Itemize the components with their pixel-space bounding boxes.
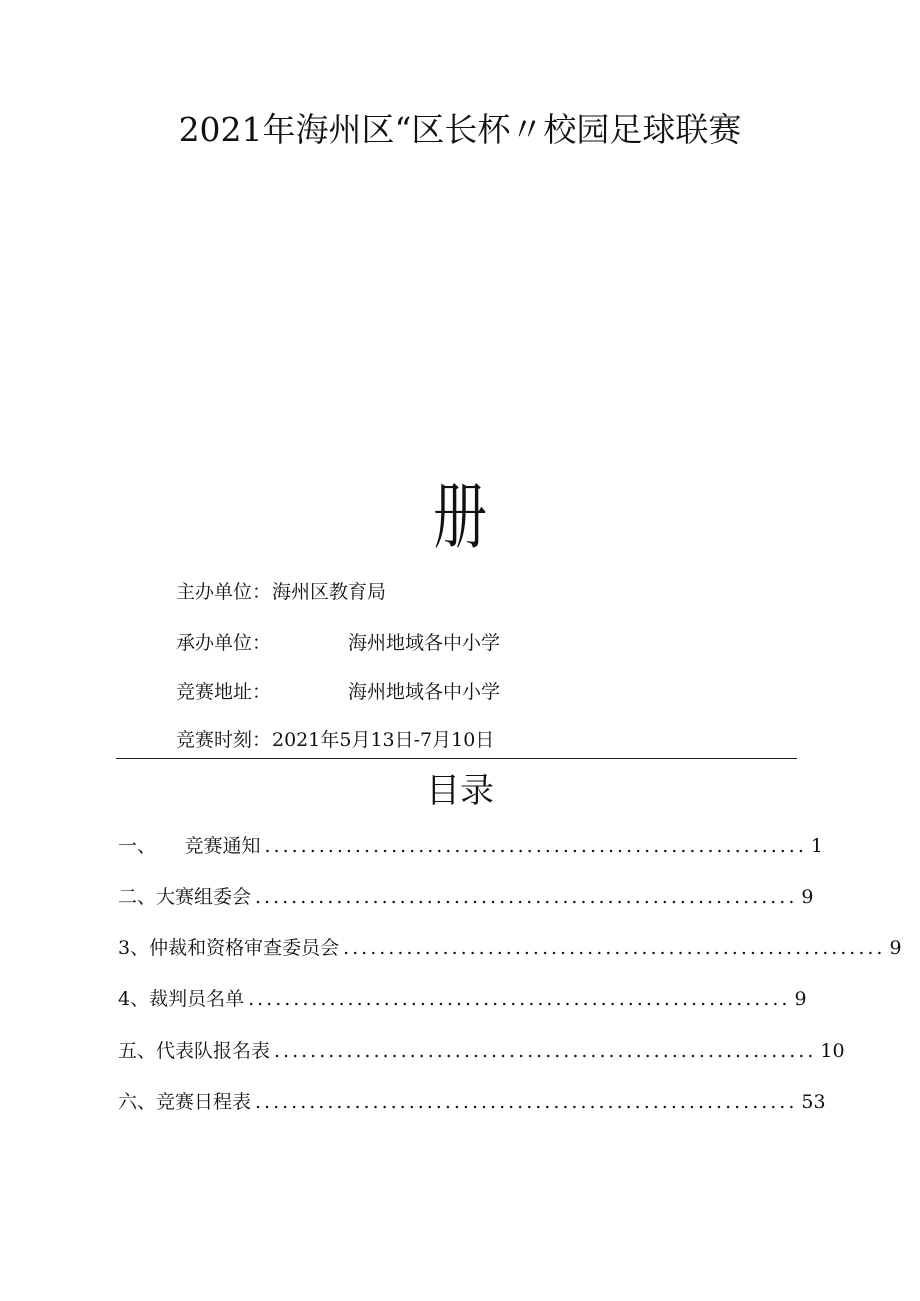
toc-title: 目录 xyxy=(426,771,494,811)
info-value: 海州地域各中小学 xyxy=(348,632,501,654)
info-row-time xyxy=(176,726,495,754)
toc-entry[interactable] xyxy=(118,831,823,861)
toc-entry[interactable] xyxy=(118,882,814,912)
toc-leader: ............................................................ xyxy=(255,1091,798,1113)
toc-entry[interactable] xyxy=(118,1036,845,1066)
info-row-organizer xyxy=(176,578,387,606)
toc-entry[interactable] xyxy=(118,933,902,963)
toc-entry-text: 3、仲裁和资格审查委员会 xyxy=(118,937,340,959)
toc-leader: ............................................................ xyxy=(343,937,886,959)
toc-entry[interactable] xyxy=(118,1087,826,1117)
section-divider xyxy=(116,758,797,759)
toc-entry-text: 一、 竞赛通知 xyxy=(118,835,261,857)
info-value: 海州区教育局 xyxy=(272,581,387,603)
toc-entry-page: 1 xyxy=(810,835,823,857)
toc-entry-page: 53 xyxy=(801,1091,826,1113)
toc-entry-text: 六、竞赛日程表 xyxy=(118,1091,252,1113)
toc-entry-text: 二、大赛组委会 xyxy=(118,886,252,908)
toc-entry-page: 10 xyxy=(820,1040,845,1062)
info-label: 主办单位： xyxy=(176,581,272,603)
info-value: 海州地域各中小学 xyxy=(348,681,501,703)
info-row-host xyxy=(176,629,501,657)
toc-leader: ............................................................ xyxy=(274,1040,817,1062)
toc-leader: ............................................................ xyxy=(248,988,791,1010)
toc-entry-page: 9 xyxy=(801,886,814,908)
toc-entry-page: 9 xyxy=(889,937,902,959)
info-label: 竞赛地址： xyxy=(176,681,272,703)
toc-leader: ............................................................ xyxy=(255,886,798,908)
info-row-venue xyxy=(176,678,501,706)
info-label: 承办单位： xyxy=(176,632,272,654)
toc-entry[interactable] xyxy=(118,984,807,1014)
toc-entry-text: 4、裁判员名单 xyxy=(118,988,245,1010)
booklet-char: 册 xyxy=(432,475,487,559)
toc-entry-page: 9 xyxy=(794,988,807,1010)
info-label: 竞赛时刻： xyxy=(176,729,272,751)
toc-leader: ............................................................ xyxy=(264,835,807,857)
document-title: 2021年海州区“区长杯〃校园足球联赛 xyxy=(178,110,742,149)
info-value: 2021年5月13日-7月10日 xyxy=(272,729,495,751)
toc-entry-text: 五、代表队报名表 xyxy=(118,1040,271,1062)
